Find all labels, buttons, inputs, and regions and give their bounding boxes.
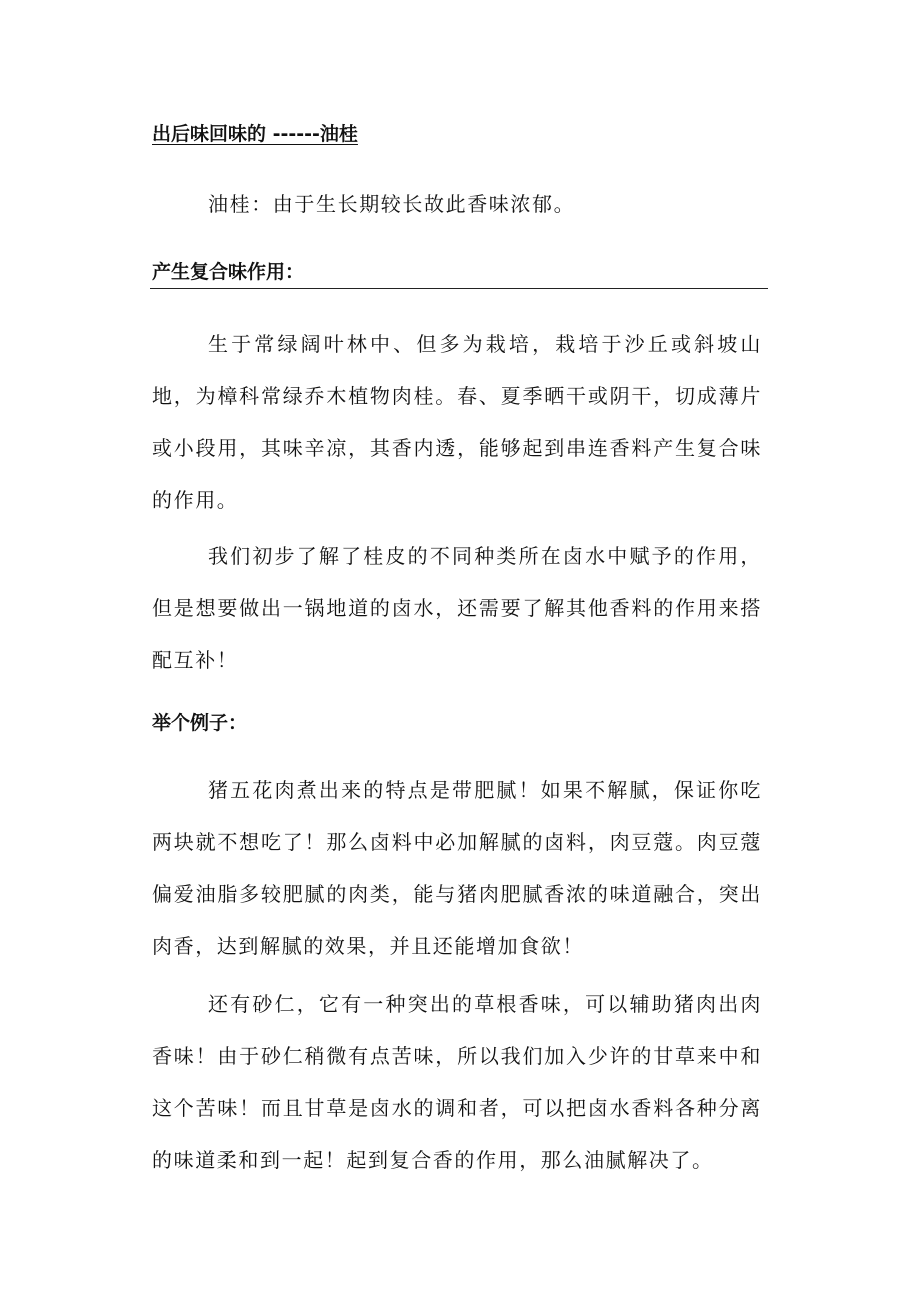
heading-rule [150, 288, 768, 289]
paragraph-youguai: 油桂：由于生长期较长故此香味浓郁。 [208, 192, 576, 216]
paragraph-amomum: 还有砂仁，它有一种突出的草根香味，可以辅助猪肉出肉香味！由于砂仁稍微有点苦味，所以我们加入少许的甘草来中和这个苦味！而且甘草是卤水的调和者，可以把卤水香料各种分离的味道柔和到一起！起到复合香的作用，那么油腻解决了。 [152, 992, 762, 1172]
section-heading-example [152, 710, 247, 736]
heading-text: 举个例子： [152, 712, 248, 734]
heading-text: 出后味回味的 ------油桂 [152, 123, 358, 145]
heading-text: 产生复合味作用： [152, 261, 305, 283]
section-heading-compound-flavor [152, 259, 304, 285]
paragraph-cinnamon-summary: 我们初步了解了桂皮的不同种类所在卤水中赋予的作用，但是想要做出一锅地道的卤水，还需要了解其他香料的作用来搭配互补！ [152, 544, 762, 672]
section-heading-youguai [152, 121, 358, 147]
paragraph-cinnamon-origin: 生于常绿阔叶林中、但多为栽培，栽培于沙丘或斜坡山地，为樟科常绿乔木植物肉桂。春、夏季晒干或阴干，切成薄片或小段用，其味辛凉，其香内透，能够起到串连香料产生复合味的作用。 [152, 332, 762, 512]
paragraph-pork-belly: 猪五花肉煮出来的特点是带肥腻！如果不解腻，保证你吃两块就不想吃了！那么卤料中必加解腻的卤料，肉豆蔻。肉豆蔻偏爱油脂多较肥腻的肉类，能与猪肉肥腻香浓的味道融合，突出肉香，达到解腻的效果，并且还能增加食欲！ [152, 778, 762, 958]
